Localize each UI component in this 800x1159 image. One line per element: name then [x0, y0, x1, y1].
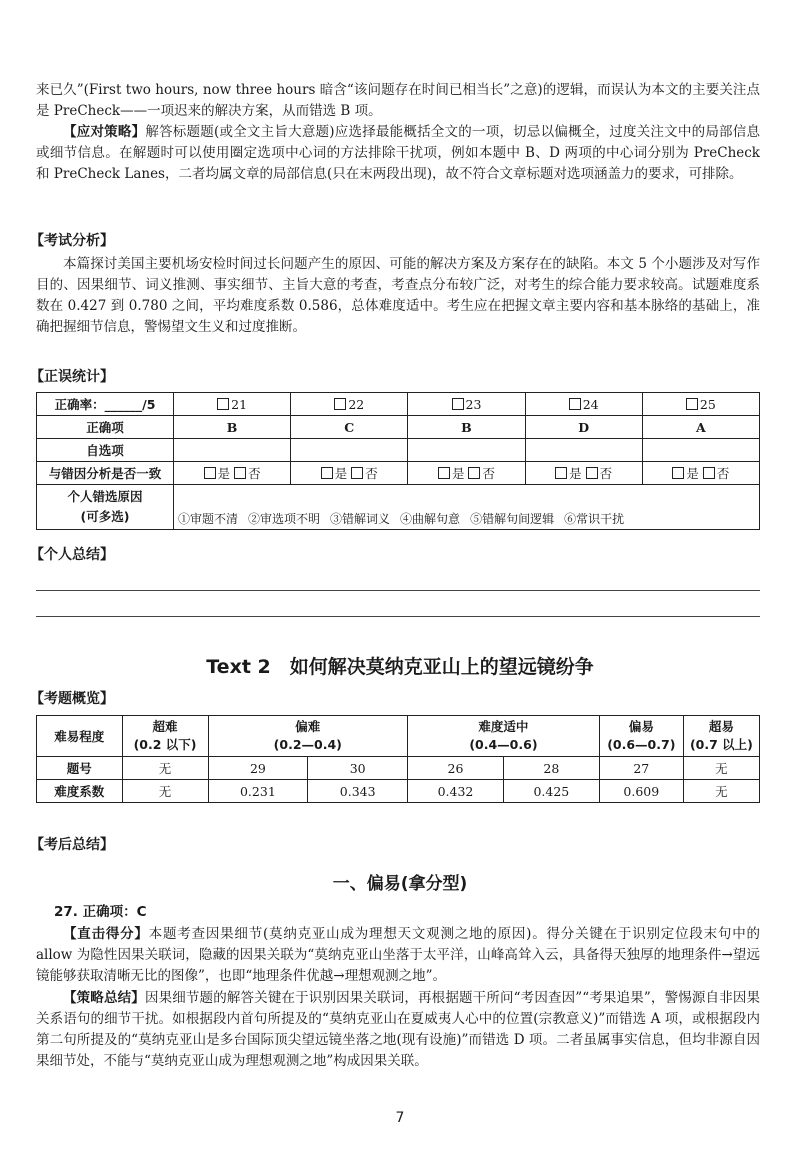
yes-no-cell[interactable]: 是 否	[525, 462, 642, 485]
number-cell: 27	[599, 757, 683, 780]
correct-label: 正确项	[37, 416, 174, 439]
top-paragraph: 来已久”(First two hours, now three hours 暗含“该问题存在时间已相当长”之意)的逻辑，而误认为本文的主要关注点是 PreCheck——一项迟来的解决方案，从而错选 B 项。	[36, 82, 760, 119]
strategy-text: 解答标题题(或全文主旨大意题)应选择最能概括全文的一项，切忌以偏概全，过度关注文中的局部信息或细节信息。在解题时可以使用圈定选项中心词的方法排除干扰项，例如本题中 B、D 两项的中心词分别为 PreCheck 和 PreCheck Lanes，二者均属文章的局部信息(只在末两段出现)，故不符合文章标题对选项涵盖力的要求，可排除。	[36, 124, 760, 182]
coef-cell: 无	[683, 780, 759, 803]
level-cell: 超易 (0.7 以上)	[683, 716, 759, 757]
strategy2-text: 因果细节题的解答关键在于识别因果关联词，再根据题干所问“考因查因”“考果追果”，警惕源自非因果关系语句的细节干扰。如根据段内首句所提及的“莫纳克亚山在夏威夷人心中的位置(宗教意义)”而错选 A 项，或根据段内第二句所提及的“莫纳克亚山是多台国际顶尖望远镜坐落之地(现有设施)”而错选 D 项。二者虽属事实信息，但均非源自因果细节处，不能与“莫纳克亚山成为理想观测之地”构成因果关联。	[36, 990, 761, 1069]
hit-tag: 【直击得分】	[63, 926, 149, 942]
text2-title: Text 2 如何解决莫纳克亚山上的望远镜纷争	[206, 656, 594, 678]
strategy-tag: 【应对策略】	[63, 124, 146, 140]
page-number: 7	[395, 1110, 405, 1126]
yes-no-cell[interactable]: 是 否	[291, 462, 408, 485]
number-label: 题号	[37, 757, 123, 780]
question-cell: 25	[642, 393, 759, 416]
stats-heading: 【正误统计】	[30, 369, 114, 385]
strategy-paragraph	[36, 122, 760, 185]
yes-no-cell[interactable]: 是 否	[408, 462, 525, 485]
self-choice-cell[interactable]	[525, 439, 642, 462]
number-cell: 30	[308, 757, 408, 780]
yes-no-cell[interactable]: 是 否	[174, 462, 291, 485]
question-cell: 22	[291, 393, 408, 416]
number-cell: 无	[122, 757, 208, 780]
personal-summary-heading: 【个人总结】	[30, 547, 114, 563]
after-summary-heading: 【考后总结】	[30, 837, 114, 853]
exam-analysis-heading: 【考试分析】	[30, 233, 114, 249]
overview-heading: 【考题概览】	[30, 691, 114, 707]
self-choice-cell[interactable]	[408, 439, 525, 462]
level-label: 难易程度	[37, 716, 123, 757]
number-cell: 29	[208, 757, 308, 780]
coef-cell: 0.432	[408, 780, 504, 803]
summary-line	[36, 590, 760, 591]
accuracy-cell: 正确率：______/5	[37, 393, 174, 416]
level-cell: 超难 (0.2 以下)	[122, 716, 208, 757]
consistent-label: 与错因分析是否一致	[37, 462, 174, 485]
coef-cell: 无	[122, 780, 208, 803]
reason-label: 个人错选原因 (可多选)	[37, 485, 174, 530]
coef-label: 难度系数	[37, 780, 123, 803]
strategy2-tag: 【策略总结】	[63, 990, 145, 1006]
stats-table	[36, 392, 760, 530]
hit-text: 本题考查因果细节(莫纳克亚山成为理想天文观测之地的原因)。得分关键在于识别定位段末句中的 allow 为隐性因果关联词，隐藏的因果关联为“莫纳克亚山坐落于太平洋，山峰高耸入云，具备得天独厚的地理条件→望远镜能够获取清晰无比的图像”，也即“地理条件优越→理想观测之地”。	[36, 926, 760, 984]
level-cell: 偏易 (0.6—0.7)	[599, 716, 683, 757]
exam-analysis-text: 本篇探讨美国主要机场安检时间过长问题产生的原因、可能的解决方案及方案存在的缺陷。本文 5 个小题涉及对写作目的、因果细节、词义推测、事实细节、主旨大意的考查，考查点分布较广泛，对考生的综合能力要求较高。试题难度系数在 0.427 到 0.780 之间，平均难度系数 0.586，总体难度适中。考生应在把握文章主要内容和基本脉络的基础上，准确把握细节信息，警惕望文生义和过度推断。	[36, 256, 760, 335]
number-cell: 无	[683, 757, 759, 780]
number-cell: 28	[503, 757, 599, 780]
self-choice-cell[interactable]	[642, 439, 759, 462]
hit-paragraph	[36, 924, 760, 987]
q27-title: 27. 正确项：C	[54, 904, 147, 920]
answer-cell: C	[291, 416, 408, 439]
level-cell: 难度适中 (0.4—0.6)	[408, 716, 600, 757]
coef-cell: 0.343	[308, 780, 408, 803]
reason-options: ①审题不清 ②审选项不明 ③错解词义 ④曲解句意 ⑤错解句间逻辑 ⑥常识干扰	[174, 507, 760, 530]
self-label: 自选项	[37, 439, 174, 462]
self-choice-cell[interactable]	[291, 439, 408, 462]
coef-cell: 0.609	[599, 780, 683, 803]
self-choice-cell[interactable]	[174, 439, 291, 462]
coef-cell: 0.231	[208, 780, 308, 803]
number-cell: 26	[408, 757, 504, 780]
reason-blank[interactable]	[174, 485, 760, 508]
answer-cell: B	[174, 416, 291, 439]
answer-cell: D	[525, 416, 642, 439]
level-cell: 偏难 (0.2—0.4)	[208, 716, 408, 757]
strategy2-paragraph	[36, 988, 760, 1072]
summary-line	[36, 616, 760, 617]
section-title: 一、偏易(拿分型)	[332, 874, 468, 894]
overview-table	[36, 715, 760, 803]
answer-cell: A	[642, 416, 759, 439]
yes-no-cell[interactable]: 是 否	[642, 462, 759, 485]
answer-cell: B	[408, 416, 525, 439]
question-cell: 24	[525, 393, 642, 416]
question-cell: 21	[174, 393, 291, 416]
question-cell: 23	[408, 393, 525, 416]
coef-cell: 0.425	[503, 780, 599, 803]
